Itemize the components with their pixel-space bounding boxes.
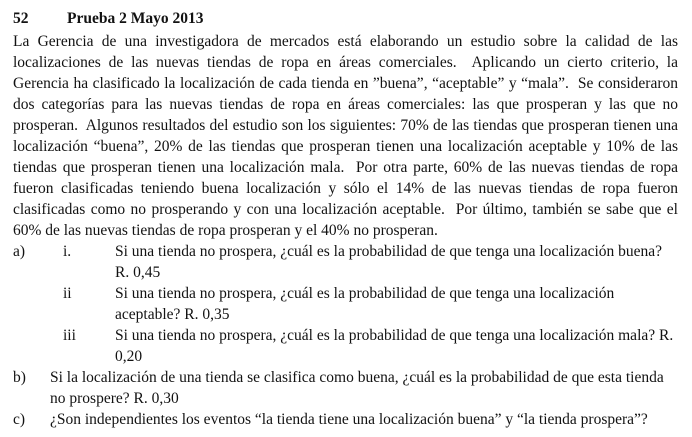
question-list	[13, 241, 678, 430]
exercise-number: 52	[13, 10, 29, 27]
question-a-sublist	[50, 241, 678, 367]
sub-question-marker-iii: iii	[63, 327, 76, 344]
sub-question-item-i	[50, 241, 678, 283]
question-item-c	[13, 409, 678, 430]
sub-question-text-ii: Si una tienda no prospera, ¿cuál es la probabilidad de que tenga una localización aceptable? R. 0,35	[115, 285, 615, 323]
sub-question-text-i: Si una tienda no prospera, ¿cuál es la probabilidad de que tenga una localización buena? R. 0,45	[115, 243, 663, 281]
sub-question-marker-ii: ii	[63, 285, 72, 302]
question-text-c: ¿Son independientes los eventos “la tienda tiene una localización buena” y “la tienda prospera”?	[50, 411, 648, 428]
question-item-a	[13, 241, 678, 367]
problem-statement: La Gerencia de una investigadora de mercados está elaborando un estudio sobre la calidad de las localizaciones de las nuevas tiendas de ropa en áreas comerciales. Aplicando un cierto criterio, la Gerencia ha clasificado la localización de cada tienda en ”buena”, “aceptable” y “mala”. Se consideraron dos categorías para las nuevas tiendas de ropa en áreas comerciales: las que prosperan y las que no prosperan. Algunos resultados del estudio son los siguientes: 70% de las tiendas que prosperan tienen una localización “buena”, 20% de las tiendas que prosperan tienen una localización aceptable y 10% de las tiendas que prosperan tienen una localización mala. Por otra parte, 60% de las nuevas tiendas de ropa fueron clasificadas teniendo buena localización y sólo el 14% de las nuevas tiendas de ropa fueron clasificadas como no prosperando y con una localización aceptable. Por último, también se sabe que el 60% de las nuevas tiendas de ropa prosperan y el 40% no prosperan.	[13, 33, 682, 239]
question-marker-a: a)	[13, 243, 26, 260]
sub-question-item-iii	[50, 325, 678, 367]
question-text-b: Si la localización de una tienda se clasifica como buena, ¿cuál es la probabilidad de que esta tienda no prospere? R. 0,30	[50, 369, 664, 407]
question-marker-c: c)	[13, 411, 26, 428]
exercise-title: Prueba 2 Mayo 2013	[67, 10, 204, 27]
exercise-heading	[13, 8, 678, 30]
sub-question-marker-i: i.	[63, 243, 72, 260]
question-marker-b: b)	[13, 369, 26, 386]
sub-question-text-iii: Si una tienda no prospera, ¿cuál es la probabilidad de que tenga una localización mala? R. 0,20	[115, 327, 674, 365]
sub-question-item-ii	[50, 283, 678, 325]
question-item-b	[13, 367, 678, 409]
